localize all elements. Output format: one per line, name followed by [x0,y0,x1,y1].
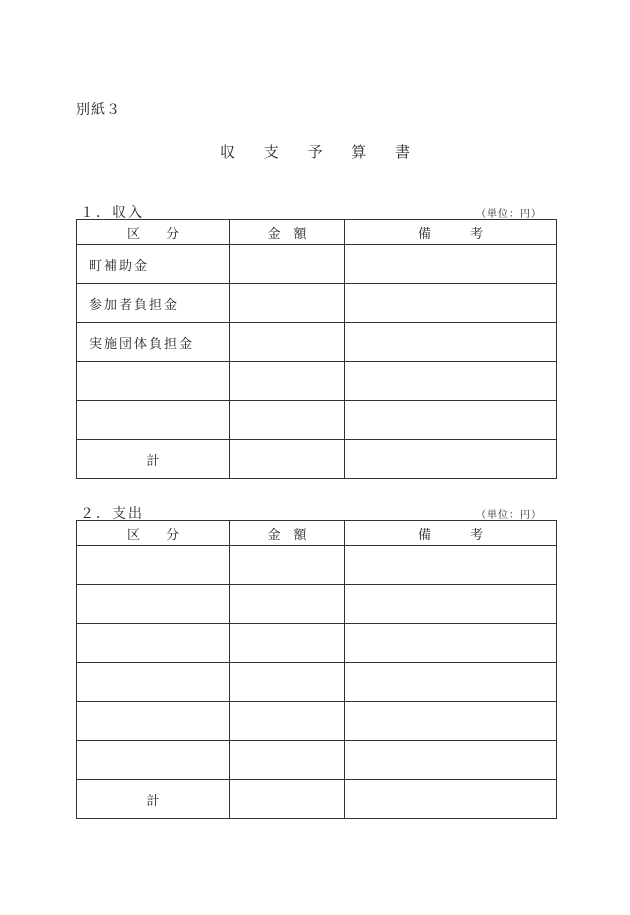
table-row [77,245,557,284]
expense-total-amount[interactable] [230,780,345,819]
income-amount-cell[interactable] [230,401,345,440]
income-header [76,202,556,219]
expense-category-cell[interactable] [77,663,230,702]
expense-remarks-cell[interactable] [345,624,557,663]
income-total-remarks[interactable] [345,440,557,479]
expense-category-cell[interactable] [77,546,230,585]
expense-amount-cell[interactable] [230,624,345,663]
table-row [77,585,557,624]
expense-unit-note: （単位：円） [476,510,542,521]
income-section-title: １．収入 [80,205,144,221]
income-category-cell: 実施団体負担金 [77,323,230,362]
table-row [77,401,557,440]
income-remarks-cell[interactable] [345,284,557,323]
income-category-cell[interactable] [77,362,230,401]
income-remarks-cell[interactable] [345,245,557,284]
income-amount-cell[interactable] [230,362,345,401]
income-col-amount: 金 額 [230,220,345,245]
income-remarks-cell[interactable] [345,323,557,362]
expense-remarks-cell[interactable] [345,663,557,702]
attachment-label: 別紙３ [76,102,121,118]
expense-total-label: 計 [77,780,230,819]
income-total-row [77,440,557,479]
expense-total-row [77,780,557,819]
table-row [77,362,557,401]
expense-section [76,503,556,819]
table-row [77,323,557,362]
income-amount-cell[interactable] [230,245,345,284]
expense-amount-cell[interactable] [230,585,345,624]
document-title: 収 支 予 算 書 [219,143,423,161]
expense-category-cell[interactable] [77,624,230,663]
income-total-amount[interactable] [230,440,345,479]
income-col-remarks: 備 考 [345,220,557,245]
expense-remarks-cell[interactable] [345,546,557,585]
expense-table [76,520,557,819]
income-category-cell[interactable] [77,401,230,440]
income-total-label: 計 [77,440,230,479]
expense-remarks-cell[interactable] [345,741,557,780]
expense-total-remarks[interactable] [345,780,557,819]
table-row [77,624,557,663]
income-section [76,202,556,479]
expense-col-remarks: 備 考 [345,521,557,546]
expense-category-cell[interactable] [77,585,230,624]
table-row [77,741,557,780]
income-col-category: 区 分 [77,220,230,245]
expense-amount-cell[interactable] [230,741,345,780]
expense-category-cell[interactable] [77,741,230,780]
expense-remarks-cell[interactable] [345,585,557,624]
income-unit-note: （単位：円） [476,209,542,220]
income-header-row [77,220,557,245]
income-remarks-cell[interactable] [345,362,557,401]
table-row [77,546,557,585]
table-row [77,663,557,702]
income-amount-cell[interactable] [230,323,345,362]
expense-header [76,503,556,520]
expense-amount-cell[interactable] [230,702,345,741]
expense-col-amount: 金 額 [230,521,345,546]
expense-amount-cell[interactable] [230,546,345,585]
income-table [76,219,557,479]
income-category-cell: 町補助金 [77,245,230,284]
expense-category-cell[interactable] [77,702,230,741]
table-row [77,702,557,741]
expense-amount-cell[interactable] [230,663,345,702]
expense-header-row [77,521,557,546]
income-category-cell: 参加者負担金 [77,284,230,323]
expense-col-category: 区 分 [77,521,230,546]
income-amount-cell[interactable] [230,284,345,323]
income-remarks-cell[interactable] [345,401,557,440]
expense-remarks-cell[interactable] [345,702,557,741]
expense-section-title: ２．支出 [80,506,144,522]
table-row [77,284,557,323]
